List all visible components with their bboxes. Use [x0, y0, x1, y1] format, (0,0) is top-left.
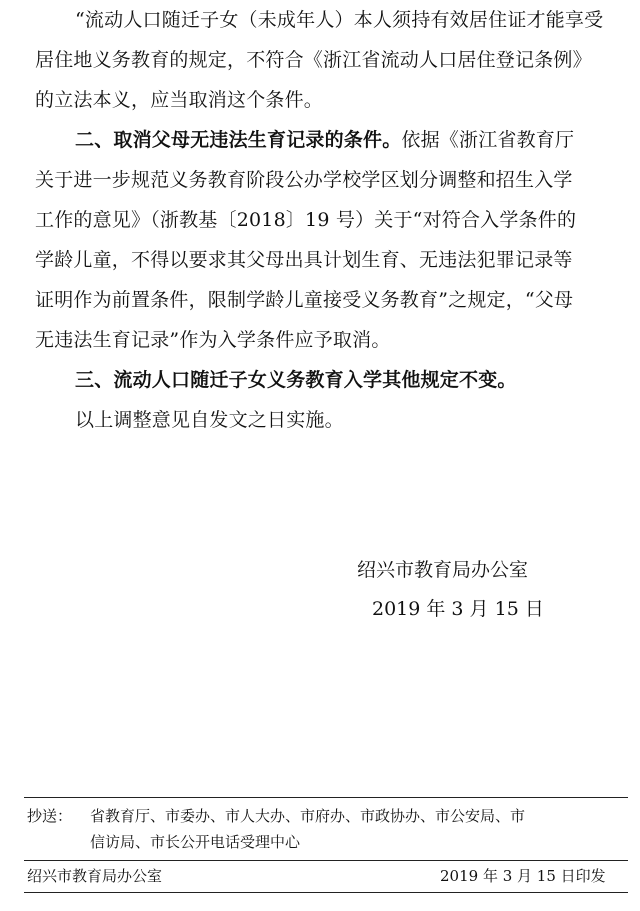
body-line-3: 的立法本义，应当取消这个条件。 [35, 89, 324, 111]
signature-date: 2019 年 3 月 15 日 [372, 598, 544, 620]
cc-recipients-line-2: 信访局、市长公开电话受理中心 [90, 833, 301, 851]
footer-print-date: 2019 年 3 月 15 日印发 [440, 867, 606, 885]
footer-bottom-rule [24, 892, 628, 893]
section-2-first-line-rest: 依据《浙江省教育厅 [401, 129, 575, 151]
section-2-line-2: 关于进一步规范义务教育阶段公办学校学区划分调整和招生入学 [35, 169, 573, 191]
body-line-1: “流动人口随迁子女（未成年人）本人须持有效居住证才能享受 [75, 9, 604, 31]
section-2-line-5: 证明作为前置条件，限制学龄儿童接受义务教育”之规定，“父母 [35, 289, 574, 311]
section-2-first-line [75, 128, 574, 152]
section-2-heading: 二、取消父母无违法生育记录的条件。 [75, 129, 402, 151]
footer-middle-rule [24, 860, 628, 861]
signature-org: 绍兴市教育局办公室 [357, 559, 529, 581]
section-3-heading: 三、流动人口随迁子女义务教育入学其他规定不变。 [75, 369, 517, 391]
section-2-line-3: 工作的意见》（浙教基〔2018〕19 号）关于“对符合入学条件的 [35, 209, 577, 231]
footer-top-rule [24, 797, 628, 798]
body-line-2: 居住地义务教育的规定，不符合《浙江省流动人口居住登记条例》 [35, 49, 592, 71]
section-2-line-4: 学龄儿童，不得以要求其父母出具计划生育、无违法犯罪记录等 [35, 249, 573, 271]
closing-line: 以上调整意见自发文之日实施。 [75, 409, 344, 431]
cc-label: 抄送： [27, 807, 73, 825]
section-2-line-6: 无违法生育记录”作为入学条件应予取消。 [35, 329, 391, 351]
footer-issuer: 绍兴市教育局办公室 [27, 867, 163, 885]
cc-recipients-line-1: 省教育厅、市委办、市人大办、市府办、市政协办、市公安局、市 [90, 807, 526, 825]
